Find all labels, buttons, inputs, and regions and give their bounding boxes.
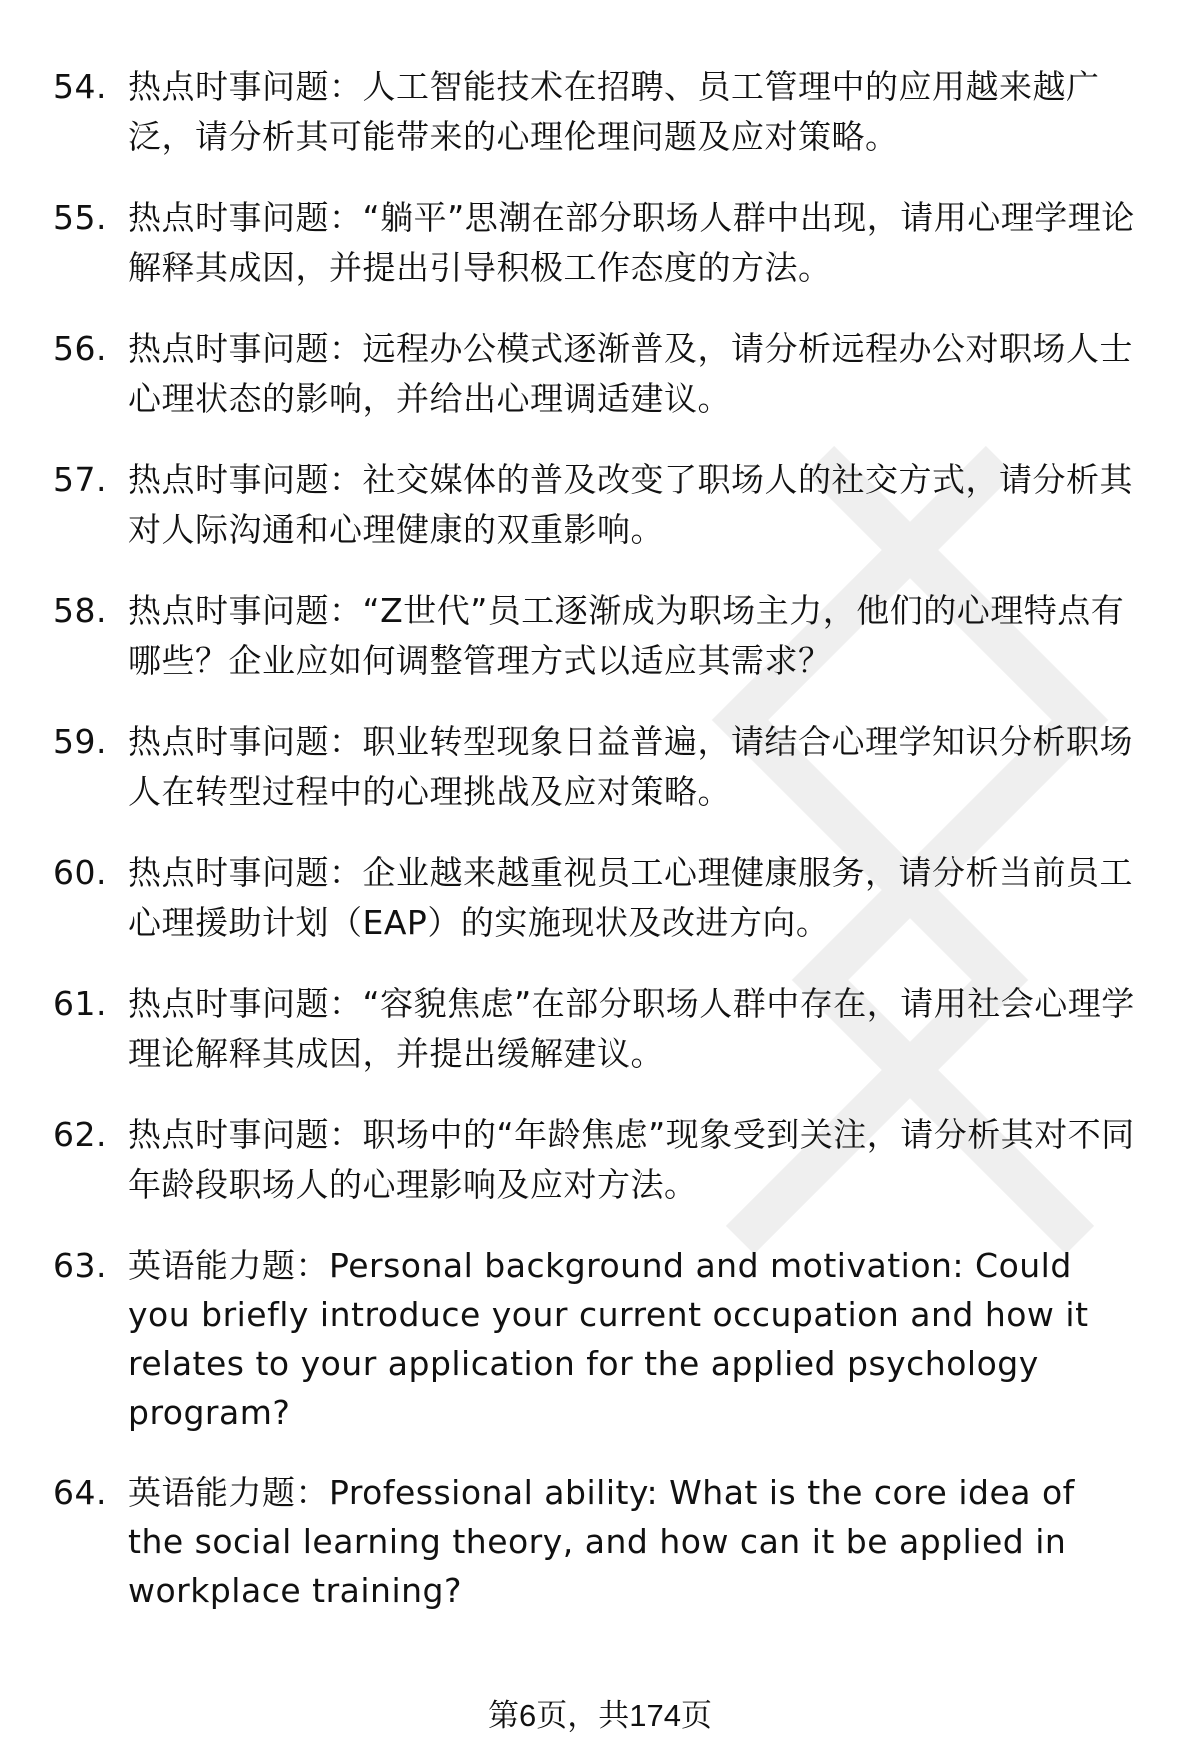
question-text: 热点时事问题：人工智能技术在招聘、员工管理中的应用越来越广泛，请分析其可能带来的心理伦理问题及应对策略。 [128, 67, 1100, 156]
question-text: 热点时事问题：职业转型现象日益普遍，请结合心理学知识分析职场人在转型过程中的心理挑战及应对策略。 [128, 722, 1133, 811]
question-number: 56. [53, 329, 107, 368]
question-item [0, 1468, 1200, 1615]
question-item [0, 586, 1200, 686]
question-text: 热点时事问题：远程办公模式逐渐普及，请分析远程办公对职场人士心理状态的影响，并给出心理调适建议。 [128, 329, 1133, 418]
question-text: 热点时事问题：“容貌焦虑”在部分职场人群中存在，请用社会心理学理论解释其成因，并提出缓解建议。 [128, 984, 1135, 1073]
question-text: 热点时事问题：“躺平”思潮在部分职场人群中出现，请用心理学理论解释其成因，并提出引导积极工作态度的方法。 [128, 198, 1135, 287]
question-text: 热点时事问题：“Z世代”员工逐渐成为职场主力，他们的心理特点有哪些？企业应如何调整管理方式以适应其需求？ [128, 591, 1125, 680]
question-text: 英语能力题：Professional ability: What is the core idea of the social learning theory, and how can it be applied in workplace training? [128, 1473, 1075, 1610]
question-item [0, 1241, 1200, 1437]
question-item [0, 193, 1200, 293]
question-number: 57. [53, 460, 107, 499]
question-number: 55. [53, 198, 107, 237]
question-item [0, 455, 1200, 555]
question-number: 59. [53, 722, 107, 761]
question-text: 英语能力题：Personal background and motivation: Could you briefly introduce your current occupation and how it relates to your application for the applied psychology program? [128, 1246, 1089, 1432]
question-text: 热点时事问题：企业越来越重视员工心理健康服务，请分析当前员工心理援助计划（EAP）的实施现状及改进方向。 [128, 853, 1133, 942]
question-text: 热点时事问题：社交媒体的普及改变了职场人的社交方式，请分析其对人际沟通和心理健康的双重影响。 [128, 460, 1133, 549]
question-item [0, 324, 1200, 424]
question-number: 54. [53, 67, 107, 106]
question-item [0, 62, 1200, 162]
question-item [0, 848, 1200, 948]
question-number: 60. [53, 853, 107, 892]
question-number: 58. [53, 591, 107, 630]
question-item [0, 979, 1200, 1079]
page-number-footer: 第6页，共174页 [488, 1698, 712, 1733]
question-text: 热点时事问题：职场中的“年龄焦虑”现象受到关注，请分析其对不同年龄段职场人的心理影响及应对方法。 [128, 1115, 1135, 1204]
question-number: 64. [53, 1473, 107, 1512]
question-number: 61. [53, 984, 107, 1023]
question-number: 63. [53, 1246, 107, 1285]
question-item [0, 1110, 1200, 1210]
question-list [0, 62, 1200, 1646]
question-number: 62. [53, 1115, 107, 1154]
question-item [0, 717, 1200, 817]
